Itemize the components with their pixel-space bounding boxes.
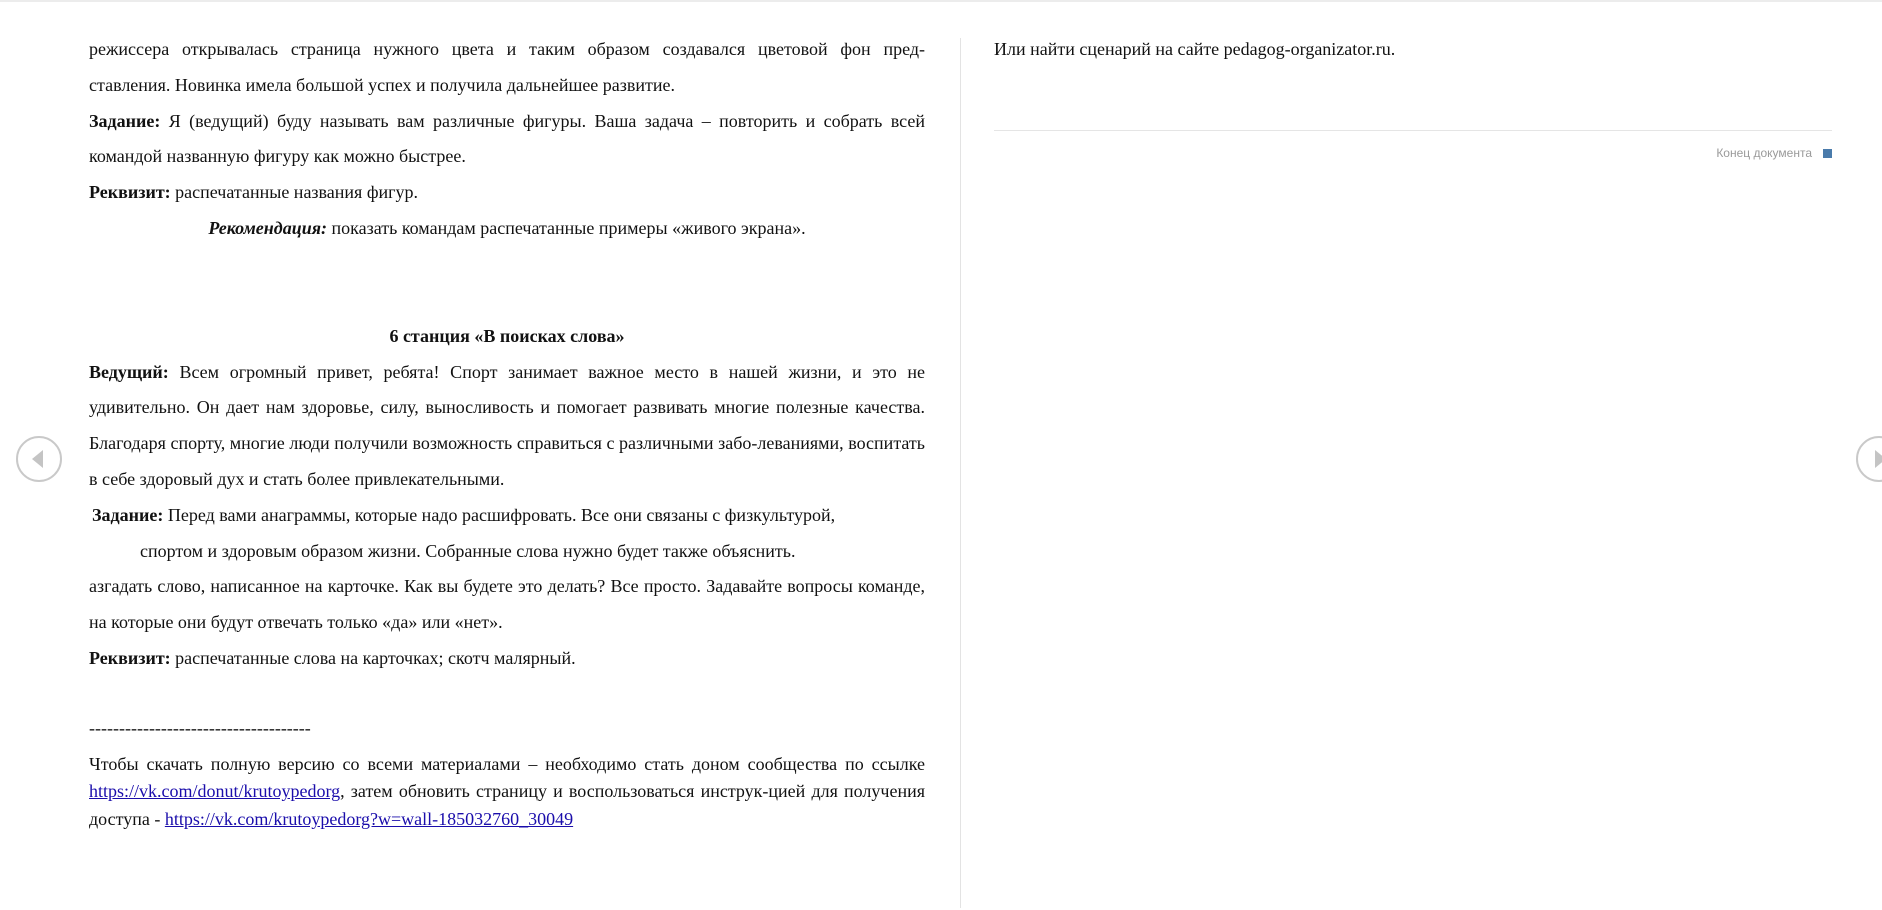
task2-text: Перед вами анаграммы, которые надо расшифровать. Все они связаны с физкультурой, (163, 504, 836, 525)
station-title-text: 6 станция «В поисках слова» (389, 325, 625, 346)
spacer (89, 677, 925, 713)
station-title (89, 319, 925, 355)
donut-link[interactable]: https://vk.com/donut/krutoypedorg (89, 781, 341, 802)
download-paragraph (89, 751, 925, 834)
task-paragraph (89, 104, 925, 176)
find-scenario-text: Или найти сценарий на сайте pedagog-organizator.ru. (994, 39, 1396, 59)
props2-text: распечатанные слова на карточках; скотч малярный. (170, 647, 576, 668)
host-label: Ведущий: (89, 361, 169, 382)
task2-continuation: спортом и здоровым образом жизни. Собранные слова нужно будет также объяснить. (140, 540, 796, 561)
task-text: Я (ведущий) буду называть вам различные фигуры. Ваша задача – повторить и собрать всей командой названную фигуру как можно быстрее. (89, 110, 925, 167)
wall-post-link[interactable]: https://vk.com/krutoypedorg?w=wall-185032760_30049 (164, 808, 574, 829)
props2-paragraph (89, 641, 925, 677)
end-of-document-label: Конец документа (1716, 146, 1812, 160)
props-text: распечатанные названия фигур. (170, 182, 419, 203)
document-page-left (89, 32, 925, 833)
host-text: Всем огромный привет, ребята! Спорт занимает важное место в нашей жизни, и это не удивительно. Он дает нам здоровье, силу, выносливость и помогает развивать многие полезные качества. Благодаря спорту, многие люди получили возможность справиться с различными забо-леваниями, воспитать в себе здоровый дух и стать более привлекательными. (89, 361, 925, 489)
props-paragraph (89, 175, 925, 211)
task2-paragraph (89, 498, 925, 534)
download-text: Чтобы скачать полную версию со всеми материалами – необходимо стать доном сообщества по ссылке (89, 753, 925, 774)
recommendation-text: показать командам распечатанные примеры «живого экрана». (327, 217, 806, 238)
end-square-icon (1823, 149, 1832, 158)
end-of-document (1716, 146, 1832, 160)
prev-page-button[interactable] (16, 436, 62, 482)
end-divider (994, 130, 1832, 131)
host-paragraph (89, 355, 925, 498)
top-border (0, 0, 1882, 2)
props-label: Реквизит: (89, 182, 171, 203)
text-line: ставления. Новинка имела большой успех и получила дальнейшее развитие. (89, 74, 676, 95)
text-line: режиссера открывалась страница нужного цвета и таким образом создавался цветовой фон пред- (89, 39, 925, 59)
task-label: Задание: (89, 110, 161, 131)
separator-dashes: ------------------------------------- (89, 717, 311, 738)
arrow-right-icon (1858, 438, 1882, 480)
props2-label: Реквизит: (89, 647, 171, 668)
spacer (89, 247, 925, 319)
arrow-left-icon (18, 438, 60, 480)
page-divider (960, 38, 961, 908)
recommendation-label: Рекомендация: (208, 217, 328, 238)
recommendation-paragraph (89, 211, 925, 247)
download-text: , затем обновить страницу и воспользоваться инструк-цией для получения доступа - (89, 781, 925, 829)
task2-label: Задание: (92, 504, 164, 525)
guess-paragraph: азгадать слово, написанное на карточке. Как вы будете это делать? Все просто. Задавайте вопросы команде, на которые они будут отвечать только «да» или «нет». (89, 576, 925, 633)
next-page-button[interactable] (1856, 436, 1882, 482)
document-page-right (994, 32, 1832, 68)
